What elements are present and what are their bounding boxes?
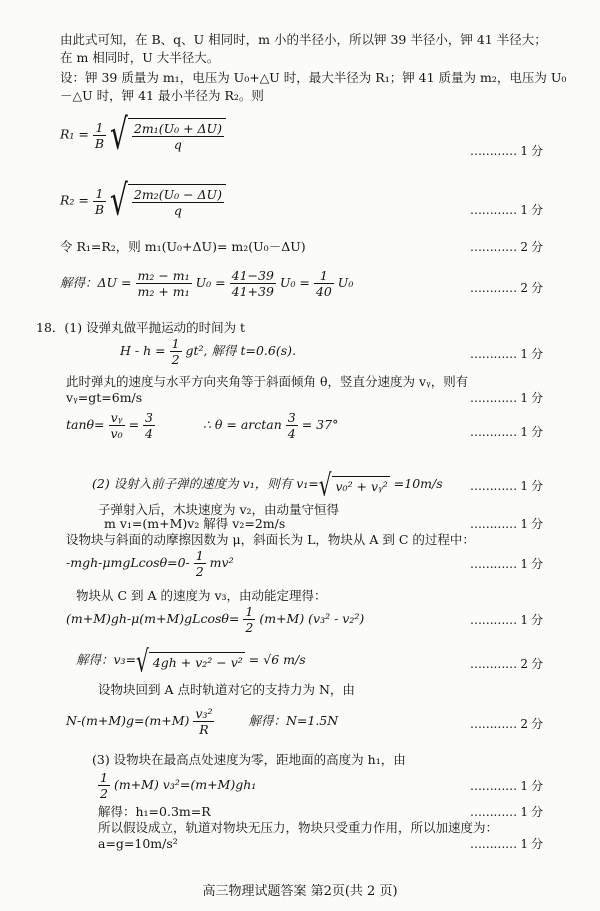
score-mark: ………… 1 分	[470, 203, 543, 217]
score-mark: ………… 1 分	[470, 517, 543, 531]
equation-v1: (2) 设射入前子弹的速度为 v₁，则有 v₁=√ v₀² + vᵧ² =10m/s	[92, 466, 443, 503]
score-mark: ………… 1 分	[470, 347, 543, 361]
radical-sign: √	[110, 109, 128, 159]
question-18-heading: 18．(1) 设弹丸做平抛运动的时间为 t	[36, 320, 246, 335]
equation-normal-force: N-(m+M)g=(m+M) $\frac{\text{v₃²}}{R}$ 解得：N=1.5N	[66, 706, 339, 737]
text-line: 令 R₁=R₂，则 m₁(U₀+ΔU)= m₂(U₀－ΔU)	[60, 239, 306, 254]
equation-fall-time: H - h = $\frac{1}{2}$ gt², 解得 t=0.6(s).	[120, 336, 296, 367]
text-line: 解得：h₁=0.3m=R	[98, 804, 211, 819]
score-mark: ………… 1 分	[470, 805, 543, 819]
score-mark: ………… 1 分	[470, 557, 543, 571]
text-line: 此时弹丸的速度与水平方向夹角等于斜面倾角 θ，竖直分速度为 vᵧ，则有	[66, 374, 469, 389]
text-line: 子弹射入后，木块速度为 v₂，由动量守恒得	[98, 502, 340, 517]
eq-lhs: R₁ =	[60, 126, 89, 142]
score-mark: ………… 1 分	[470, 144, 543, 158]
text-line: 物块从 C 到 A 的速度为 v₃，由动能定理得：	[76, 588, 327, 603]
page-footer: 高三物理试题答案 第2页(共 2 页)	[202, 884, 398, 899]
sqrt-body: $\frac{\text{2m₂(U₀ − ΔU)}}{q}$	[128, 184, 226, 218]
equation-r2	[60, 175, 226, 225]
equation-tan-theta: tanθ= $\frac{\text{vᵧ}}{\text{v₀}}$ = $\frac{3}{4}$ ∴ θ = arctan $\frac{3}{4}$ = 37°	[66, 410, 339, 441]
text-line: 所以假设成立，轨道对物块无压力，物块只受重力作用，所以加速度为：	[98, 820, 499, 835]
radical-sign: √	[136, 642, 149, 679]
sqrt-body: $\frac{\text{2m₁(U₀ + ΔU)}}{q}$	[128, 118, 226, 152]
score-mark: ………… 2 分	[470, 240, 543, 254]
equation-height: $\frac{1}{2}$ (m+M) v₃²=(m+M)gh₁	[100, 770, 257, 801]
score-mark: ………… 1 分	[470, 425, 543, 439]
score-mark: ………… 2 分	[470, 281, 543, 295]
text-line: m v₁=(m+M)v₂ 解得 v₂=2m/s	[104, 516, 286, 531]
score-mark: ………… 1 分	[470, 779, 543, 793]
score-mark: ………… 1 分	[470, 837, 543, 851]
text-line: vᵧ=gt=6m/s	[66, 390, 143, 405]
equation-r1	[60, 109, 226, 159]
equation-v3: 解得：v₃=√ 4gh + v₂² − v² = √6 m/s	[76, 642, 306, 679]
equation-energy: (m+M)gh-μ(m+M)gLcosθ= $\frac{1}{2}$ (m+M) (v₃² - v₂²)	[66, 604, 365, 635]
text-line: －△U 时，钾 41 最小半径为 R₂。则	[60, 88, 264, 103]
equation-friction: -mgh-μmgLcosθ=0- $\frac{1}{2}$ mv²	[66, 548, 234, 579]
text-line: 设物块回到 A 点时轨道对它的支持力为 N，由	[98, 682, 355, 697]
radical-sign: √	[318, 466, 332, 503]
text-line: 设：钾 39 质量为 m₁，电压为 U₀+△U 时，最大半径为 R₁；钾 41 质量为 m₂，电压为 U₀	[60, 70, 567, 85]
text-line: 由此式可知，在 B、q、U 相同时，m 小的半径小，所以钾 39 半径小，钾 41 半径大；	[60, 32, 547, 47]
equation-delta-u: 解得：ΔU = $\frac{\text{m₂ − m₁}}{\text{m₂ + m₁}}$ U₀ = $\frac{41-39}{41+39}$ U₀ = $\frac{1}{40}$ U₀	[60, 268, 354, 299]
score-mark: ………… 2 分	[470, 657, 543, 671]
score-mark: ………… 2 分	[470, 717, 543, 731]
text-line: 设物块与斜面的动摩擦因数为 μ，斜面长为 L，物块从 A 到 C 的过程中：	[66, 532, 475, 547]
text-line: a=g=10m/s²	[98, 836, 178, 851]
text-line: (3) 设物块在最高点处速度为零，距地面的高度为 h₁，由	[92, 752, 406, 767]
fraction: $\frac{1}{B}$	[94, 119, 105, 151]
fraction: $\frac{1}{B}$	[94, 185, 105, 217]
score-mark: ………… 1 分	[470, 613, 543, 627]
radical-sign: √	[110, 175, 128, 225]
text-line: 在 m 相同时，U 大半径大。	[60, 50, 220, 65]
score-mark: ………… 1 分	[470, 479, 543, 493]
score-mark: ………… 1 分	[470, 391, 543, 405]
eq-lhs: R₂ =	[60, 192, 89, 208]
